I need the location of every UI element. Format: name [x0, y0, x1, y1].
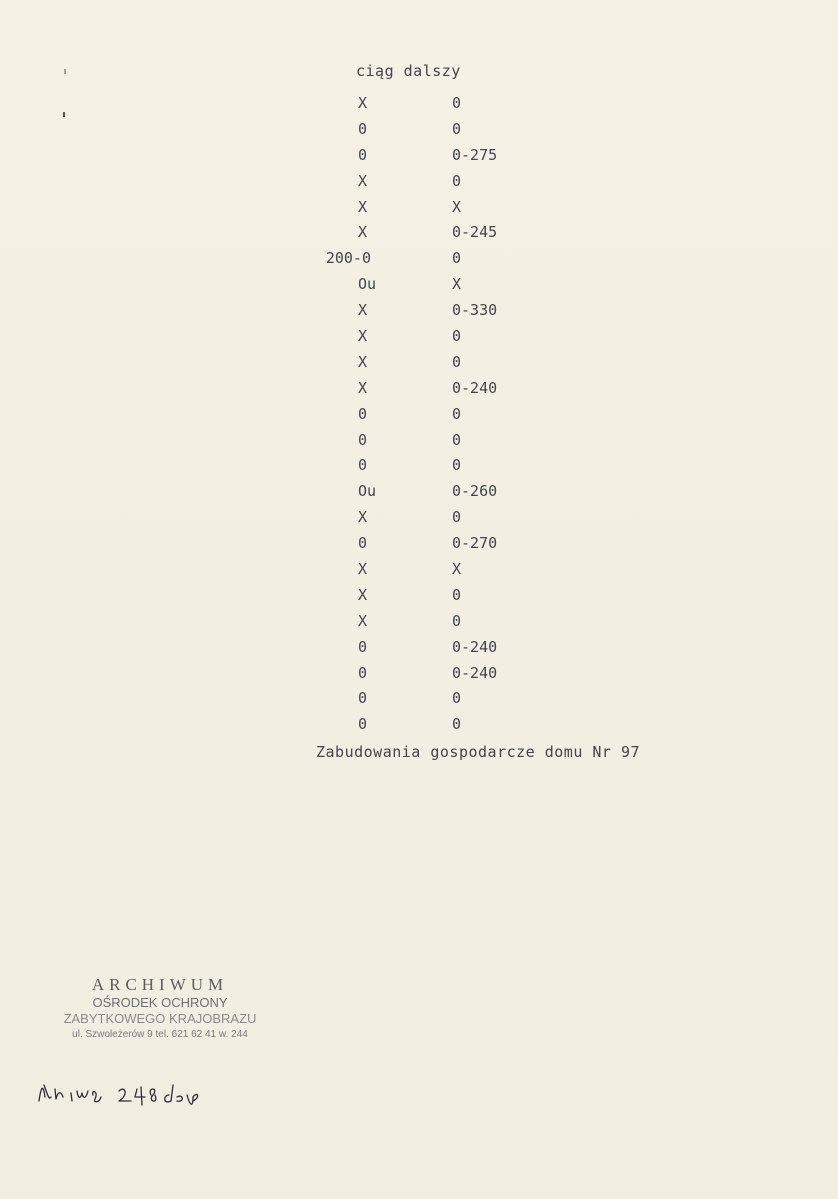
table-row	[0, 586, 838, 612]
row-mark-right: 0	[452, 171, 462, 190]
row-mark-right: 0	[452, 352, 462, 371]
row-mark-right: X	[452, 197, 462, 216]
continued-label: ciąg dalszy	[356, 62, 461, 80]
row-mark-right: 0	[452, 249, 462, 268]
row-mark-left: X	[358, 378, 368, 397]
table-row	[0, 249, 838, 275]
row-mark-left: X	[358, 508, 368, 527]
stamp-line-2: OŚRODEK OCHRONY	[92, 995, 228, 1010]
row-mark-left: Ou	[358, 482, 377, 501]
table-row	[0, 198, 838, 224]
document-caption: Zabudowania gospodarcze domu Nr 97	[316, 743, 641, 761]
table-row	[0, 405, 838, 431]
row-mark-left: Ou	[358, 275, 377, 294]
table-row	[0, 664, 838, 690]
corner-mark	[64, 69, 66, 74]
row-mark-left: 0	[358, 404, 368, 423]
row-mark-right: 0-245	[452, 223, 498, 242]
handwritten-inventory-note	[35, 1075, 215, 1115]
table-row	[0, 456, 838, 482]
table-row	[0, 353, 838, 379]
table-row	[0, 482, 838, 508]
row-mark-left: 0	[358, 663, 368, 682]
row-mark-right: 0	[452, 585, 462, 604]
row-mark-right: 0	[452, 611, 462, 630]
row-mark-right: 0	[452, 430, 462, 449]
table-row	[0, 223, 838, 249]
table-row	[0, 715, 838, 741]
table-row	[0, 560, 838, 586]
row-mark-right: 0	[452, 689, 462, 708]
row-mark-left: X	[358, 301, 368, 320]
row-mark-right: 0-240	[452, 663, 498, 682]
table-row	[0, 534, 838, 560]
row-mark-left: X	[358, 352, 368, 371]
archive-stamp	[40, 975, 280, 1040]
row-mark-right: 0	[452, 715, 462, 734]
row-mark-left: 200-0	[325, 249, 371, 268]
table-row	[0, 638, 838, 664]
row-mark-right: 0-240	[452, 637, 498, 656]
row-mark-left: X	[358, 94, 368, 112]
row-mark-left: 0	[358, 456, 368, 475]
row-mark-left: 0	[358, 689, 368, 708]
table-row	[0, 508, 838, 534]
stamp-address: ul. Szwoleżerów 9 tel. 621 62 41 w. 244	[72, 1029, 248, 1040]
table-row	[0, 275, 838, 301]
table-row	[0, 379, 838, 405]
row-mark-right: 0	[452, 404, 462, 423]
row-mark-right: 0	[452, 327, 462, 346]
row-mark-left: 0	[358, 119, 368, 138]
stamp-title: ARCHIWUM	[91, 975, 229, 994]
table-row	[0, 327, 838, 353]
row-mark-right: 0	[452, 94, 462, 112]
table-row	[0, 146, 838, 172]
stamp-line-3: ZABYTKOWEGO KRAJOBRAZU	[63, 1011, 257, 1026]
row-mark-right: 0-260	[452, 482, 498, 501]
row-mark-right: X	[452, 560, 462, 579]
row-mark-left: X	[358, 327, 368, 346]
row-mark-left: 0	[358, 430, 368, 449]
row-mark-right: 0-270	[452, 534, 498, 553]
row-mark-right: 0-275	[452, 145, 498, 164]
row-mark-right: X	[452, 275, 462, 294]
row-mark-left: 0	[358, 534, 368, 553]
table-row	[0, 689, 838, 715]
row-mark-left: X	[358, 171, 368, 190]
row-mark-left: X	[358, 197, 368, 216]
row-mark-left: X	[358, 585, 368, 604]
row-mark-left: X	[358, 223, 368, 242]
row-mark-left: X	[358, 560, 368, 579]
row-mark-right: 0	[452, 508, 462, 527]
table-row	[0, 172, 838, 198]
row-mark-left: X	[358, 611, 368, 630]
row-mark-left: 0	[358, 145, 368, 164]
table-row	[0, 431, 838, 457]
row-mark-right: 0-330	[452, 301, 498, 320]
table-row	[0, 94, 838, 120]
row-mark-right: 0	[452, 119, 462, 138]
table-row	[0, 301, 838, 327]
row-mark-left: 0	[358, 637, 368, 656]
row-mark-right: 0-240	[452, 378, 498, 397]
row-mark-right: 0	[452, 456, 462, 475]
table-row	[0, 120, 838, 146]
row-mark-left: 0	[358, 715, 368, 734]
table-row	[0, 612, 838, 638]
typed-rows	[0, 94, 838, 741]
